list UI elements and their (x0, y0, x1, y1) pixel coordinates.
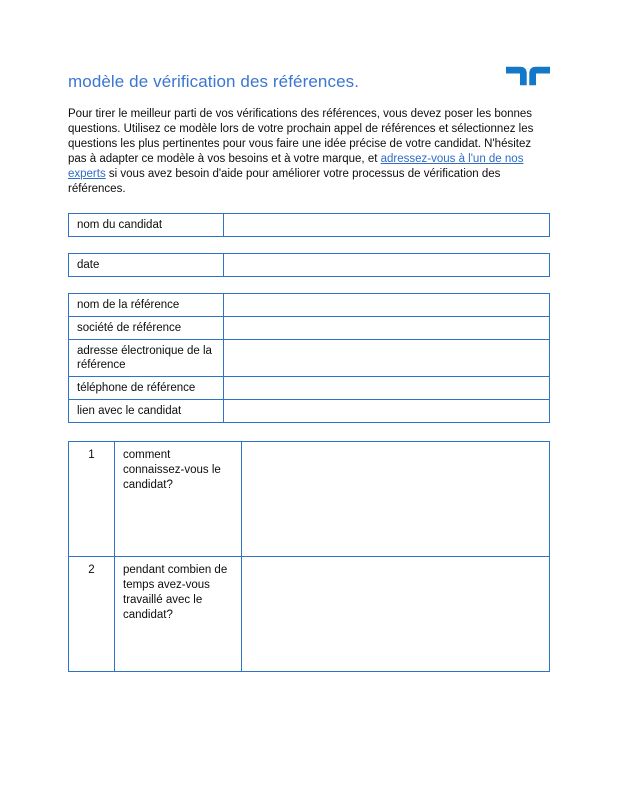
table-row (69, 377, 550, 400)
candidate-name-table (68, 213, 550, 237)
table-row (69, 254, 550, 277)
page-title: modèle de vérification des références. (68, 72, 360, 91)
reference-relationship-label: lien avec le candidat (69, 400, 224, 423)
table-row (69, 214, 550, 237)
questions-table (68, 441, 550, 672)
date-label: date (69, 254, 224, 277)
table-row (69, 442, 550, 557)
question-number: 1 (69, 442, 115, 557)
reference-email-label: adresse électronique de la référence (69, 340, 224, 377)
table-row (69, 317, 550, 340)
table-row (69, 400, 550, 423)
reference-phone-field[interactable] (224, 377, 550, 400)
candidate-name-field[interactable] (224, 214, 550, 237)
reference-company-field[interactable] (224, 317, 550, 340)
question-text: pendant combien de temps avez-vous travaillé avec le candidat? (115, 557, 242, 672)
document-header (68, 62, 550, 92)
reference-email-field[interactable] (224, 340, 550, 377)
intro-text-before: Pour tirer le meilleur parti de vos vérifications des références, vous devez poser les bonnes questions. Utilisez ce modèle lors de votre prochain appel de références et sélectionnez les questions les plus pertinentes pour vous faire une idée précise de votre candidat. N'hésitez pas à adapter ce modèle à vos besoins et à votre marque, et (68, 108, 534, 165)
randstad-logo-icon (506, 64, 550, 88)
question-answer-field[interactable] (242, 442, 550, 557)
reference-details-table (68, 293, 550, 423)
table-row (69, 557, 550, 672)
candidate-name-label: nom du candidat (69, 214, 224, 237)
reference-phone-label: téléphone de référence (69, 377, 224, 400)
date-field[interactable] (224, 254, 550, 277)
reference-name-field[interactable] (224, 294, 550, 317)
table-row (69, 340, 550, 377)
reference-name-label: nom de la référence (69, 294, 224, 317)
table-row (69, 294, 550, 317)
question-number: 2 (69, 557, 115, 672)
reference-company-label: société de référence (69, 317, 224, 340)
experts-link[interactable]: adressez-vous à l'un de nos experts (68, 153, 524, 180)
intro-paragraph (68, 107, 550, 197)
intro-text-after: si vous avez besoin d'aide pour améliorer votre processus de vérification des références. (68, 168, 501, 195)
date-table (68, 253, 550, 277)
question-answer-field[interactable] (242, 557, 550, 672)
reference-relationship-field[interactable] (224, 400, 550, 423)
question-text: comment connaissez-vous le candidat? (115, 442, 242, 557)
